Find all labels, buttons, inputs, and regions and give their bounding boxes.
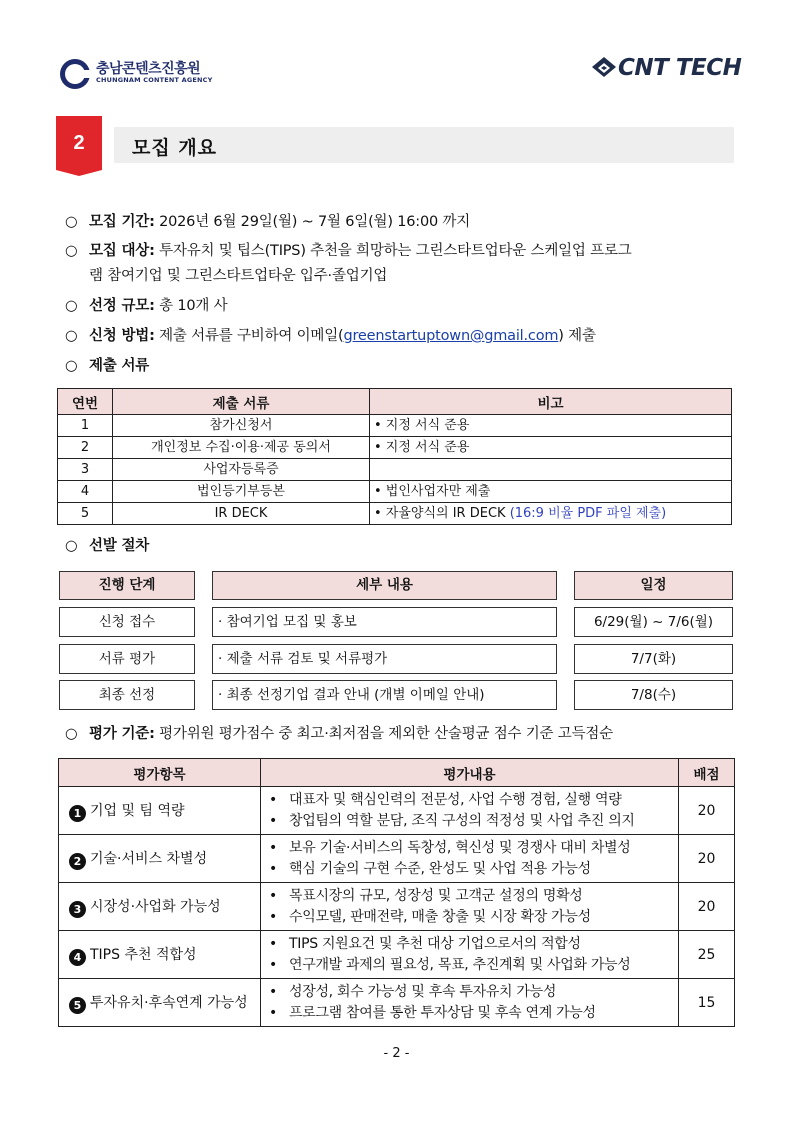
section-number: 2 (73, 132, 85, 154)
row-no: 1 (58, 415, 113, 437)
section-title: 모집 개요 (132, 137, 218, 159)
criteria-score: 20 (679, 883, 735, 931)
number-badge-icon: 3 (69, 901, 86, 918)
process-stage: 신청 접수 (59, 607, 195, 637)
section-number-badge (56, 116, 102, 176)
table-header-row (59, 759, 735, 787)
table-row (59, 787, 735, 835)
col-header: 제출 서류 (113, 389, 370, 415)
criteria-line: ○ 평가 기준: 평가위원 평가점수 중 최고·최저점을 제외한 산술평균 점수 기준 고득점순 (65, 726, 613, 742)
docs-heading: ○ 제출 서류 (65, 358, 150, 374)
circle-bullet-icon: ○ (65, 328, 78, 344)
table-row (58, 459, 732, 481)
note-highlight: (16:9 비율 PDF 파일 제출) (509, 505, 667, 521)
page-number: - 2 - (383, 1046, 410, 1061)
process-detail: · 제출 서류 검토 및 서류평가 (212, 644, 557, 674)
row-no: 5 (58, 503, 113, 525)
row-note: • 법인사업자만 제출 (370, 481, 732, 503)
criteria-content: • 대표자 및 핵심인력의 전문성, 사업 수행 경험, 실행 역량 • 창업팀의 역할 분담, 조직 구성의 적정성 및 사업 추진 의지 (261, 787, 679, 835)
criteria-content: • 목표시장의 규모, 성장성 및 고객군 설정의 명확성 • 수익모델, 판매전략, 매출 창출 및 시장 확장 가능성 (261, 883, 679, 931)
row-no: 4 (58, 481, 113, 503)
table-row (59, 979, 735, 1027)
section-title-bar (114, 127, 734, 163)
criteria-score: 15 (679, 979, 735, 1027)
criteria-score: 20 (679, 835, 735, 883)
process-date: 6/29(월) ~ 7/6(월) (574, 607, 733, 637)
criteria-content: • 보유 기술·서비스의 독창성, 혁신성 및 경쟁사 대비 차별성 • 핵심 기술의 구현 수준, 완성도 및 사업 적용 가능성 (261, 835, 679, 883)
recruit-target-cont: 램 참여기업 및 그린스타트업타운 입주·졸업기업 (89, 268, 388, 284)
row-note (370, 459, 732, 481)
circle-bullet-icon: ○ (65, 726, 78, 742)
circle-bullet-icon: ○ (65, 298, 78, 314)
criteria-item: 1 기업 및 팀 역량 (59, 787, 261, 835)
table-row (59, 883, 735, 931)
criteria-item: 4 TIPS 추천 적합성 (59, 931, 261, 979)
table-header-row (58, 389, 732, 415)
row-doc: 개인정보 수집·이용·제공 동의서 (113, 437, 370, 459)
agency-name-en: CHUNGNAM CONTENT AGENCY (96, 76, 213, 84)
partner-name: CNT TECH (618, 55, 742, 81)
row-note: • 지정 서식 준용 (370, 437, 732, 459)
criteria-table (58, 758, 735, 1027)
process-stage: 서류 평가 (59, 644, 195, 674)
circle-bullet-icon: ○ (65, 214, 78, 230)
col-header: 평가항목 (59, 759, 261, 787)
process-detail: · 최종 선정기업 결과 안내 (개별 이메일 안내) (212, 680, 557, 710)
number-badge-icon: 4 (69, 949, 86, 966)
agency-emblem-icon (58, 57, 92, 91)
process-detail: · 참여기업 모집 및 홍보 (212, 607, 557, 637)
process-header-stage: 진행 단계 (59, 571, 195, 600)
table-row (59, 835, 735, 883)
process-date: 7/7(화) (574, 644, 733, 674)
circle-bullet-icon: ○ (65, 358, 78, 374)
col-header: 평가내용 (261, 759, 679, 787)
recruit-period: ○ 모집 기간: 2026년 6월 29일(월) ~ 7월 6일(월) 16:00 까지 (65, 214, 471, 230)
agency-logo (58, 57, 238, 91)
agency-name-kr: 충남콘텐츠진흥원 (96, 61, 201, 77)
selection-heading: ○ 선발 절차 (65, 538, 150, 554)
cnt-diamond-icon (592, 57, 616, 83)
table-row (58, 437, 732, 459)
table-row (58, 503, 732, 525)
table-row (59, 931, 735, 979)
row-doc: IR DECK (113, 503, 370, 525)
col-header: 비고 (370, 389, 732, 415)
documents-table (57, 388, 732, 525)
process-header-detail: 세부 내용 (212, 571, 557, 600)
email-link[interactable]: greenstartuptown@gmail.com (343, 328, 559, 344)
criteria-content: • TIPS 지원요건 및 추천 대상 기업으로서의 적합성 • 연구개발 과제의 필요성, 목표, 추진계획 및 사업화 가능성 (261, 931, 679, 979)
process-header-date: 일정 (574, 571, 733, 600)
partner-logo (592, 55, 742, 85)
criteria-score: 20 (679, 787, 735, 835)
circle-bullet-icon: ○ (65, 538, 78, 554)
process-stage: 최종 선정 (59, 680, 195, 710)
number-badge-icon: 2 (69, 853, 86, 870)
criteria-content: • 성장성, 회수 가능성 및 후속 투자유치 가능성 • 프로그램 참여를 통한 투자상담 및 후속 연계 가능성 (261, 979, 679, 1027)
col-header: 연번 (58, 389, 113, 415)
table-row (58, 415, 732, 437)
process-date: 7/8(수) (574, 680, 733, 710)
criteria-score: 25 (679, 931, 735, 979)
circle-bullet-icon: ○ (65, 243, 78, 259)
row-no: 2 (58, 437, 113, 459)
row-doc: 사업자등록증 (113, 459, 370, 481)
row-doc: 법인등기부등본 (113, 481, 370, 503)
row-note: • 자율양식의 IR DECK (16:9 비율 PDF 파일 제출) (370, 503, 732, 525)
recruit-target: ○ 모집 대상: 투자유치 및 팁스(TIPS) 추천을 희망하는 그린스타트업타운 스케일업 프로그 (65, 243, 632, 259)
table-row (58, 481, 732, 503)
row-doc: 참가신청서 (113, 415, 370, 437)
criteria-item: 5 투자유치·후속연계 가능성 (59, 979, 261, 1027)
row-no: 3 (58, 459, 113, 481)
row-note: • 지정 서식 준용 (370, 415, 732, 437)
number-badge-icon: 5 (69, 997, 86, 1014)
col-header: 배점 (679, 759, 735, 787)
criteria-item: 2 기술·서비스 차별성 (59, 835, 261, 883)
criteria-item: 3 시장성·사업화 가능성 (59, 883, 261, 931)
selection-scale: ○ 선정 규모: 총 10개 사 (65, 298, 228, 314)
number-badge-icon: 1 (69, 805, 86, 822)
apply-method: ○ 신청 방법: 제출 서류를 구비하여 이메일(greenstartuptown@gmail.com) 제출 (65, 328, 596, 344)
